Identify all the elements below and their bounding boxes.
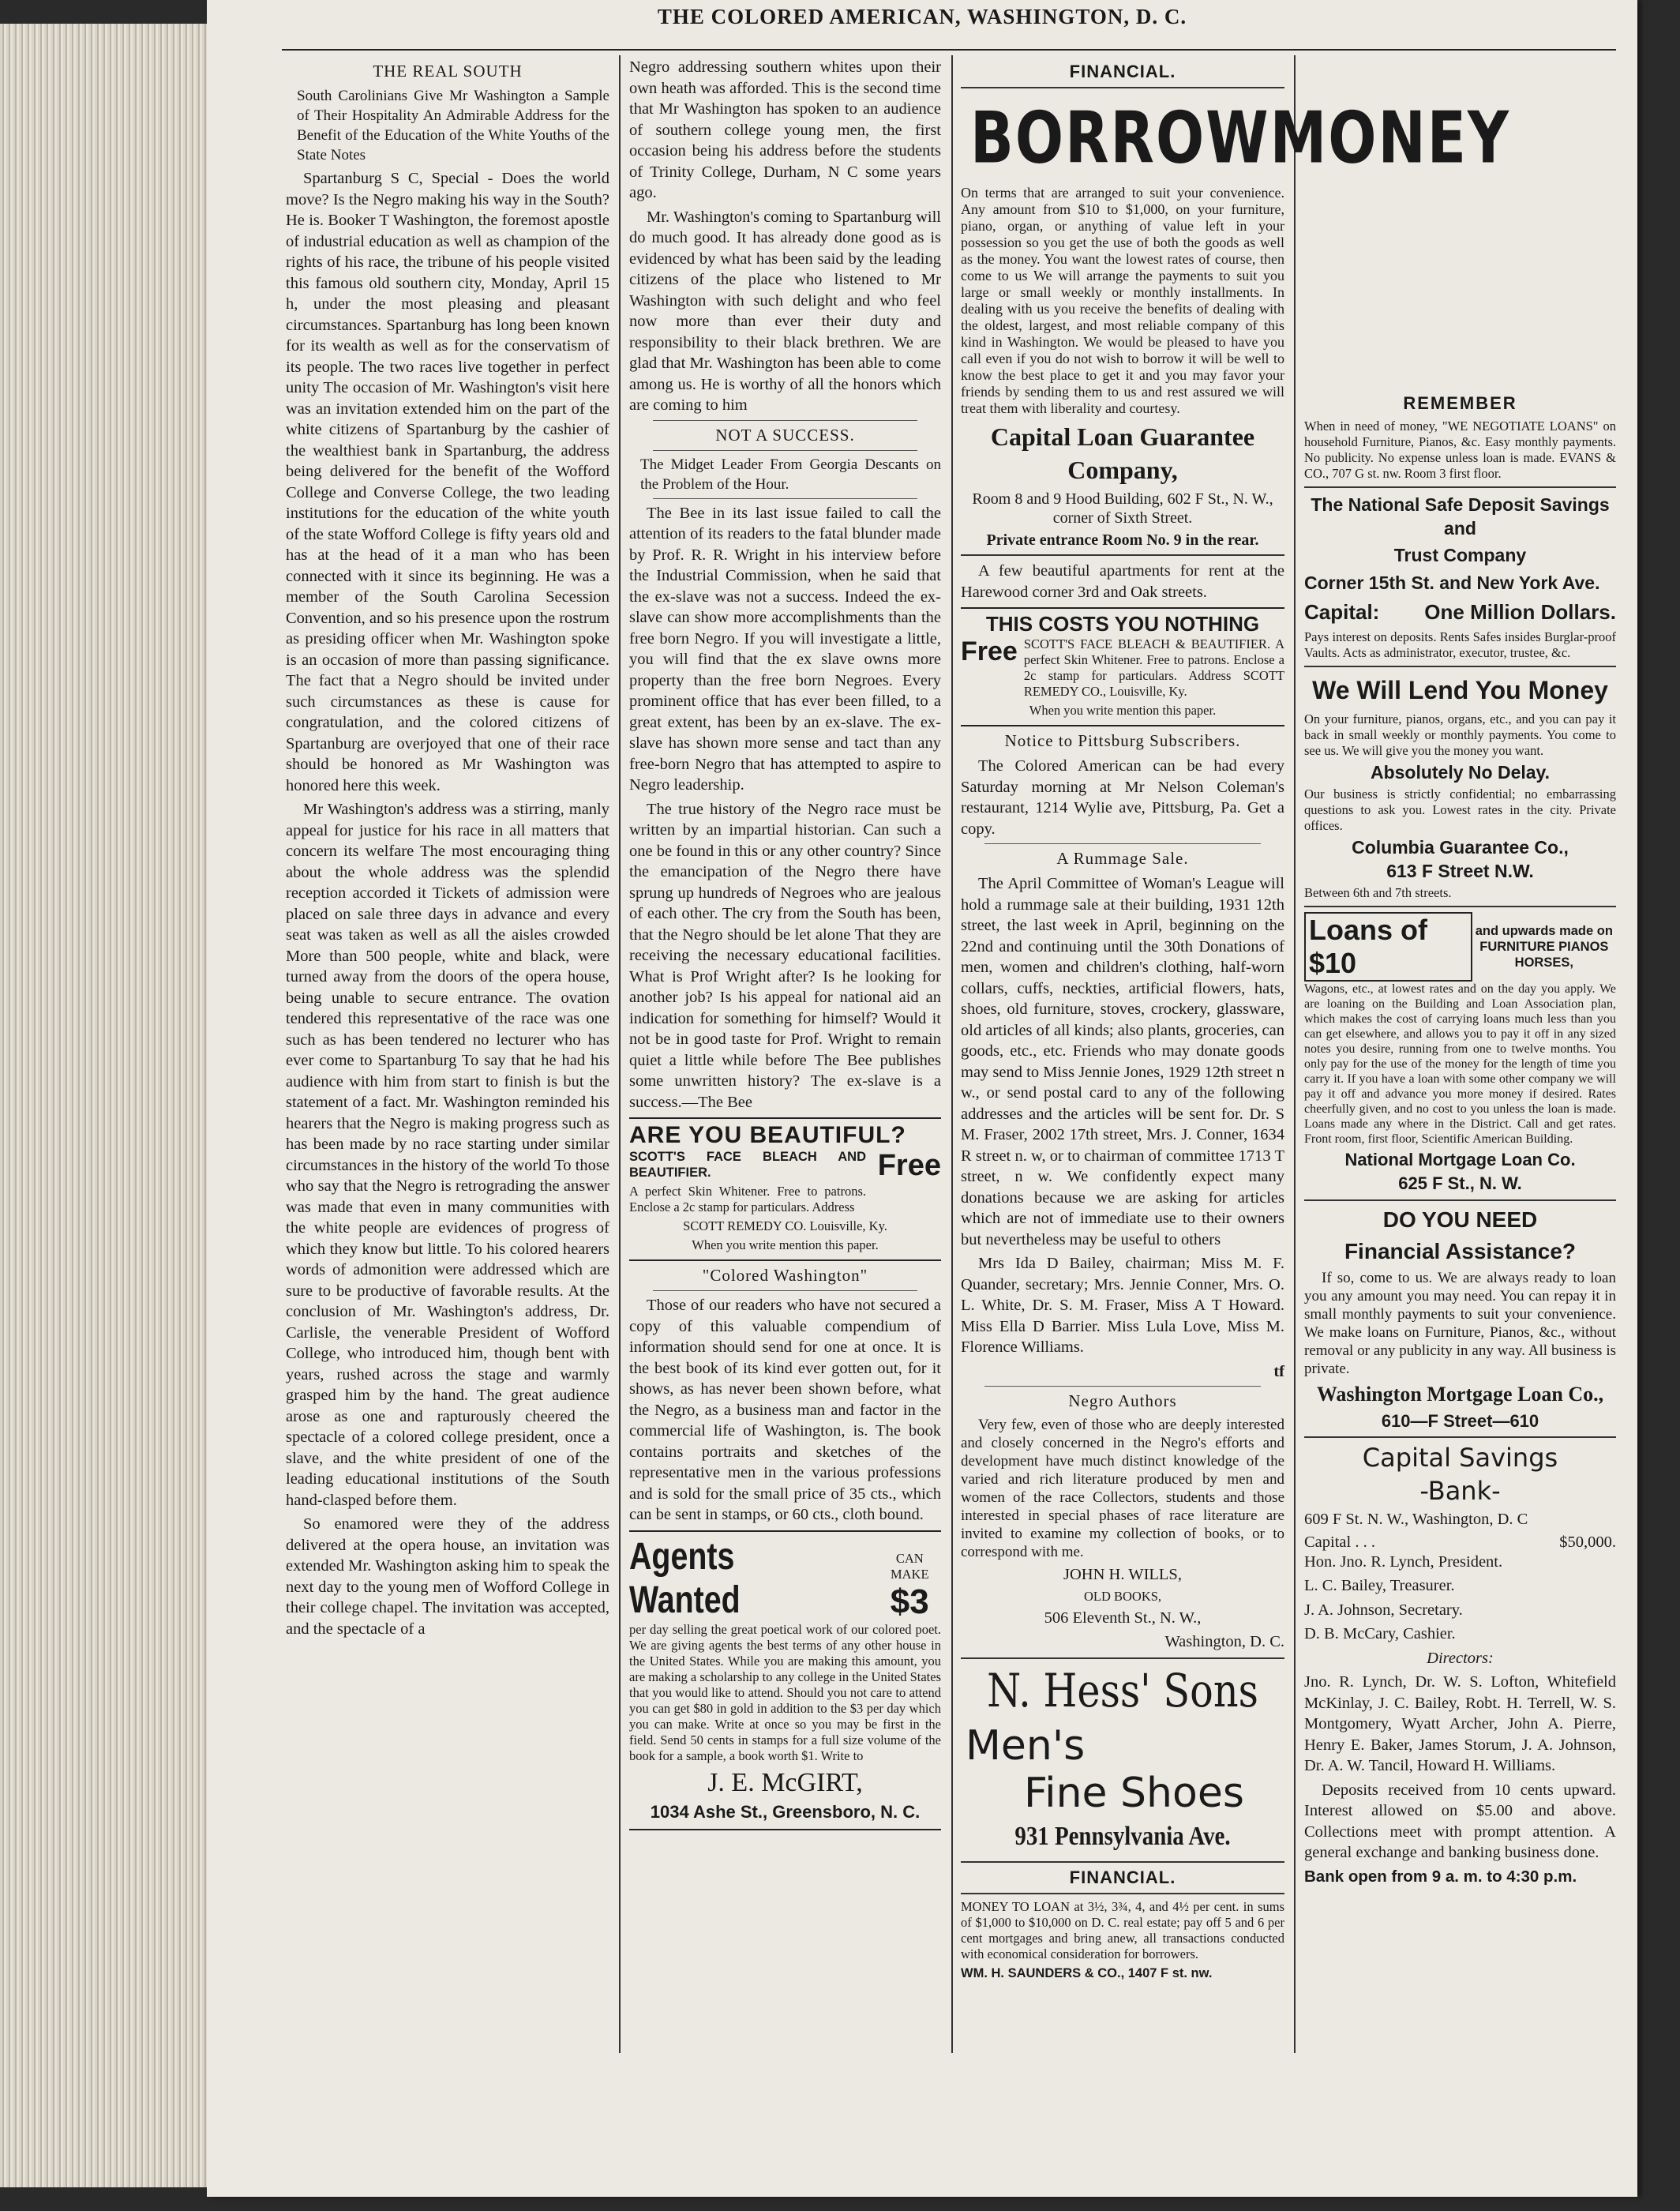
bank-secretary: J. A. Johnson, Secretary.	[1304, 1601, 1463, 1619]
article-title: THE REAL SOUTH	[373, 62, 523, 81]
ad-body: On terms that are arranged to suit your convenience. Any amount from $10 to $1,000, on your furniture, piano, organ, or anything of value left in your possession so you get the use of both the goods as well as the money. You want the lowest rates of course, then come to us We will arrange the payments to suit you large or small weekly or monthly installments. In dealing with us you receive the benefits of dealing with the oldest, largest, and most reliable company of this kind in Washington. We would be pleased to have you call even if you do not wish to borrow it will be well to know the best place to get it and you may favor your friends by sending them to us and rest assured we will treat them with liberality and courtesy.	[961, 185, 1284, 416]
ad-headline: DO YOU NEED	[1382, 1207, 1538, 1232]
article-paragraph: Mr. Washington's coming to Spartanburg will do much good. It has already done good as is evidenced by what has been said by the leading citizens of the place who listened to Mr Washington with such delight and who feel now more than ever their duty and responsibility to their black brethren. We are glad that Mr. Washington has been able to come among us. He is worthy of all the honors which are coming to him	[629, 208, 941, 414]
article-paragraph: Very few, even of those who are deeply interested and closely concerned in the Negro's efforts and development have much distinct knowledge of the varied and rich literature produced by men and women of the race Collectors, students and those interested in special phases of race literature are invited to examine my collection of books, or to correspond with me.	[961, 1417, 1284, 1560]
column-divider	[1294, 55, 1296, 2053]
article-paragraph: Mrs Ida D Bailey, chairman; Miss M. F. Quander, secretary; Mrs. Jennie Conner, Mrs. O. L. White, Dr. S. M. Fraser, Miss A T Howard. Miss Ella D Barrier. Miss Lula Love, Miss M. Florence Williams.	[961, 1255, 1284, 1356]
column-4	[1304, 57, 1616, 2047]
ad-company: Columbia Guarantee Co.,	[1352, 836, 1569, 858]
signature-sub: OLD BOOKS,	[1083, 1588, 1162, 1604]
ad-body: SCOTT'S FACE BLEACH & BEAUTIFIER. A perfect Skin Whitener. Free to patrons. Enclose a 2c stamp for particulars. Address SCOTT REMEDY CO., Louisville, Ky.	[1023, 636, 1284, 699]
divider	[961, 1657, 1284, 1659]
ad-body: Our business is strictly confidential; no embarrassing questions to ask you. Lowest rates in the city. Private offices.	[1304, 786, 1616, 833]
ad-address: 931 Pennsylvania Ave.	[1014, 1821, 1231, 1851]
bank-hours: Bank open from 9 a. m. to 4:30 p.m.	[1304, 1867, 1577, 1886]
divider	[984, 1386, 1261, 1387]
column-divider	[619, 55, 621, 2053]
signature-city: Washington, D. C.	[1164, 1633, 1284, 1650]
bank-directors: Jno. R. Lynch, Dr. W. S. Lofton, Whitefield McKinlay, J. C. Bailey, Robt. H. Terrell, W. S. Montgomery, Wyatt Archer, John A. Pierre, Henry E. Baker, James Storum, J. A. Johnson, Dr. A. W. Tancil, Howard H. Williams.	[1304, 1673, 1616, 1774]
ad-agents	[629, 1530, 941, 1831]
bank-address: 609 F St. N. W., Washington, D. C	[1304, 1511, 1528, 1528]
divider	[653, 450, 917, 451]
ad-apartments: A few beautiful apartments for rent at the Harewood corner 3rd and Oak streets.	[961, 562, 1284, 601]
ad-company: Capital Loan Guarantee Company,	[990, 422, 1255, 484]
ad-note: When you write mention this paper.	[1029, 703, 1217, 718]
ad-headline: ARE YOU BEAUTIFUL?	[629, 1122, 906, 1148]
ad-free-label: Free	[877, 1149, 941, 1182]
divider	[1304, 666, 1616, 667]
section-heading: FINANCIAL.	[1069, 1867, 1176, 1887]
ad-fine-shoes: Fine Shoes	[1024, 1769, 1244, 1817]
ad-name: J. E. McGIRT,	[707, 1767, 863, 1797]
ad-side: and upwards made on FURNITURE PIANOS HORSES,	[1475, 923, 1613, 970]
ad-company: The National Safe Deposit Savings and	[1311, 494, 1610, 539]
ad-capital-value: One Million Dollars.	[1424, 600, 1616, 624]
ad-headline: We Will Lend You Money	[1312, 676, 1608, 704]
column-divider	[951, 55, 953, 2053]
ad-line: SCOTT'S FACE BLEACH AND BEAUTIFIER.	[629, 1150, 866, 1180]
column-2	[629, 57, 941, 2047]
divider	[653, 498, 917, 499]
divider	[961, 1861, 1284, 1863]
ad-body: MONEY TO LOAN at 3½, 3¾, 4, and 4½ per cent. in sums of $1,000 to $10,000 on D. C. real estate; pay off 5 and 6 per cent mortgages and bring anew, all transactions conducted with economical consideration for borrowers.	[961, 1898, 1284, 1961]
ad-headline: REMEMBER	[1403, 393, 1517, 413]
article-paragraph: The true history of the Negro race must be written by an impartial historian. Can such a one be found in this or any other country? Since the emancipation of the Negro there have sprung up hundreds of Negroes who are jealous of each other. The cry from the South has been, that the Negro should be let alone That they are receiving the necessary educational facilities. What is Prof Wright after? Is he looking for another job? Is his appeal for national aid an indication for something for himself? Would it not be in good taste for Prof. Wright to remain quiet a little while before The Bee publishes some unwritten history? The ex-slave is a success.—The Bee	[629, 800, 941, 1111]
divider	[961, 1893, 1284, 1894]
ad-free-label: Free	[961, 636, 1018, 666]
ad-no-delay: Absolutely No Delay.	[1370, 762, 1551, 783]
ad-address: SCOTT REMEDY CO. Louisville, Ky.	[683, 1218, 887, 1233]
ad-address: Corner 15th St. and New York Ave.	[1304, 572, 1600, 593]
ad-beautiful	[629, 1117, 941, 1261]
article-title: NOT A SUCCESS.	[715, 425, 855, 445]
article-title: "Colored Washington"	[702, 1266, 868, 1285]
divider	[1304, 1436, 1616, 1438]
bank-directors-label: Directors:	[1427, 1649, 1494, 1667]
divider	[653, 420, 917, 421]
ad-address: 613 F Street N.W.	[1386, 861, 1534, 881]
divider	[1304, 906, 1616, 907]
divider	[1304, 486, 1616, 488]
bank-president: Hon. Jno. R. Lynch, President.	[1304, 1552, 1503, 1571]
article-paragraph: The April Committee of Woman's League will hold a rummage sale at their building, 1931 12th street, the last week in April, beginning on the 22nd and continuing until the 30th Donations of men, women and children's clothing, half-worn collars, cuffs, neckties, artificial flowers, hats, shoes, old furniture, stoves, crockery, glassware, old articles of all kinds; also plants, groceries, can goods, etc., etc. Friends who may donate goods may send to Miss Jennie Jones, 1929 12th street n w., or send postal card to any of the following addresses and the articles will be sent for. Dr. S M. Fraser, 2002 17th street, Mrs. J. Conner, 1634 R street n. w, or to chairman of committee 1713 T street, n w. We confidently expect many donations because we are asking for articles which are not of immediate use to their owners but nevertheless may be useful to others	[961, 875, 1284, 1248]
article-paragraph: Negro addressing southern whites upon their own heath was afforded. This is the second time that Mr Washington has spoken to an audience of southern college young men, the first occasion being his address before the students of Trinity College, Durham, N C some years ago.	[629, 58, 941, 201]
ad-costs-nothing	[961, 607, 1284, 726]
article-paragraph: The Colored American can be had every Saturday morning at Mr Nelson Coleman's restaurant, 1214 Wylie ave, Pittsburg, Pa. Get a copy.	[961, 757, 1284, 838]
masthead: THE COLORED AMERICAN, WASHINGTON, D. C.	[657, 5, 1187, 28]
ad-body: Wagons, etc., at lowest rates and on the day you apply. We are loaning on the Building and Loan Association plan, which makes the cost of carrying loans much less than you can get elsewhere, and allows you to pay it off in any sized notes you desire, running from one to twelve months. You only pay for the use of the money for the length of time you carry it. If you have a loan with some other company we will pay it off and advance you more money if desired. Rates cheerfully given, and no cost to you unless the loan is made. Loans made any where in the District. Call and get rates. Front room, first floor, Scientific American Building.	[1304, 982, 1616, 1146]
ad-headline: Agents Wanted	[629, 1535, 741, 1621]
ad-borrow-headline	[970, 96, 1511, 179]
bank-deposits: Deposits received from 10 cents upward. Interest allowed on $5.00 and above. Collections meet with prompt attention. A general exchange and banking business done.	[1304, 1781, 1616, 1861]
ad-capital-label: Capital:	[1304, 600, 1380, 624]
ad-headline: THIS COSTS YOU NOTHING	[985, 612, 1260, 636]
ad-note: When you write mention this paper.	[692, 1237, 879, 1252]
signature-address: 506 Eleventh St., N. W.,	[1044, 1609, 1202, 1627]
article-paragraph: The Bee in its last issue failed to call the attention of its readers to the fatal blunder made by Prof. R. R. Wright in his interview before the Industrial Commission, when he said that the ex-slave was not a success. Indeed the ex-slave can show more accomplishments than the free born Negro. If you will investigate a little, you will find that the ex slave owns more property than the free born Negroes. Every prominent office that has ever been filled, to a great extent, has been by an ex-slave. The ex-slave has shown more sense and tact than any free-born Negro that has attempted to aspire to Negro leadership.	[629, 504, 941, 794]
divider	[961, 554, 1284, 556]
ad-address: 625 F St., N. W.	[1398, 1173, 1522, 1193]
ad-headline: Loans of $10	[1304, 912, 1472, 982]
divider	[961, 87, 1284, 88]
ad-body: per day selling the great poetical work of our colored poet. We are giving agents the best terms of any other house in the United States. While you are making this amount, you are making a scholarship to any college in the United States that you would like to attend. Should you not care to attend you can get $80 in gold in addition to the $3 per day which you can make. Write at once so you may be first in the field. Send 50 cents in stamps for a full size volume of the book for a sample, a book worth $1. Write to	[629, 1621, 941, 1763]
divider	[1304, 1199, 1616, 1201]
ad-money-word: MONEY	[1269, 96, 1511, 179]
column-1	[286, 57, 609, 2047]
article-title: Notice to Pittsburg Subscribers.	[1004, 731, 1241, 750]
article-subhead: The Midget Leader From Georgia Descants on the Problem of the Hour.	[640, 456, 941, 493]
ad-company: Washington Mortgage Loan Co.,	[1316, 1382, 1604, 1406]
ad-mens: Men's	[966, 1721, 1086, 1770]
ad-address: 610—F Street—610	[1381, 1410, 1539, 1431]
newspaper-page	[207, 0, 1637, 2197]
article-title: Negro Authors	[1068, 1391, 1177, 1410]
divider	[653, 1290, 917, 1291]
ad-hess-name: N. Hess' Sons	[987, 1663, 1258, 1717]
ad-address: 1034 Ashe St., Greensboro, N. C.	[650, 1801, 921, 1822]
article-tf-mark: tf	[1273, 1362, 1284, 1380]
ad-body: On your furniture, pianos, organs, etc., and you can pay it back in small weekly or monthly payments. You come to see us. We will give you the money you want.	[1304, 711, 1616, 758]
ad-company: National Mortgage Loan Co.	[1344, 1149, 1576, 1169]
bank-capital-label: Capital . . .	[1304, 1533, 1375, 1551]
ad-borrow-word: BORROW	[970, 96, 1270, 179]
bank-name-2: -Bank-	[1419, 1476, 1501, 1506]
ad-company-2: Trust Company	[1393, 545, 1527, 565]
article-paragraph: Mr Washington's address was a stirring, manly appeal for justice for his race in all matters that concern its welfare The most encouraging thing about the whole address was the splendid reception accorded it Tickets of admission were placed on sale three days in advance and every seat was taken as well as all the aisles crowded More than 500 people, white and black, were turned away from the doors of the opera house, being unable to secure entrance. The ovation tendered this representative of the race was one such as has been tendered no lecturer who has ever come to Spartanburg To say that he had his audience with him from start to finish is but the statement of a fact. Mr. Washington reminded his hearers that the Negro is making progress such as has been made by no race starting under similar circumstances in the history of the world To those who say that the Negro is retrograding the answer was made that even in many communities with the white people are evidences of progress of which they know but little. To his colored hearers words of admonition were addressed which are sure to be productive of favorable results. At the conclusion of Mr. Washington's address, Dr. Carlisle, the venerable President of Wofford College, who introduced him, though bent with years, rushed across the stage and warmly grasped him by the hand. The great audience arose as one and rapturously cheered the spectacle of a colored college president, once a slave, and the white president of one of the leading educational institutions of the South hand-clasped before them.	[286, 801, 609, 1509]
ad-amount: $3	[890, 1582, 929, 1621]
bank-treasurer: L. C. Bailey, Treasurer.	[1304, 1577, 1455, 1594]
article-subhead: South Carolinians Give Mr Washington a Sample of Their Hospitality An Admirable Address for the Benefit of the Education of the White Youths of the State Notes	[297, 88, 609, 163]
article-paragraph: So enamored were they of the address delivered at the opera house, an invitation was extended Mr. Washington asking him to speak the next day to the young men of Wofford College in their college chapel. The invitation was accepted, and the spectacle of a	[286, 1515, 609, 1638]
bank-name: Capital Savings	[1362, 1443, 1558, 1473]
signature-name: JOHN H. WILLS,	[1063, 1566, 1182, 1583]
ad-can-make: CAN MAKE	[890, 1550, 929, 1582]
ad-body: When in need of money, "WE NEGOTIATE LOANS" on household Furniture, Pianos, &c. Easy monthly payments. No publicity. No expense unless loan is made. EVANS & CO., 707 G st. nw. Room 3 first floor.	[1304, 419, 1616, 481]
ad-body: If so, come to us. We are always ready to loan you any amount you may need. You can repay it in small monthly payments to suit your convenience. We make loans on Furniture, Pianos, &c., without removal or any publicity in any way. All business is private.	[1304, 1269, 1616, 1377]
ad-headline-2: Financial Assistance?	[1344, 1238, 1577, 1263]
article-paragraph: Those of our readers who have not secured a copy of this valuable compendium of information should send for one at once. It is the best book of its kind ever gotten out, for it shows, as has never been shown before, what the Negro, as a business man and factor in the commercial life of Washington, is. The book contains portraits and sketches of the representative men in the various professions and is sold for the small price of 35 cts., which can be sent in stamps, or 60 cts., cloth bound.	[629, 1297, 941, 1523]
article-paragraph: Spartanburg S C, Special - Does the world move? Is the Negro making his way in the South? He is. Booker T Washington, the foremost apostle of industrial education as well as champion of the rights of his race, the tribune of his people visited this famous old southern city, Monday, April 15 h, under the most pleasing and pleasant circumstances. Spartanburg has long been known for its wealth as well as for the conservatism of its people. The two races live together in perfect unity The occasion of Mr. Washington's visit here was an invitation extended him on the part of the white citizens of Spartanburg by the cashier of the wealthiest bank in Spartanburg, the address being delivered for the benefit of the Wofford College and Converse College, the two leading institutions for the education of the white youth of the state Wofford College is fifty years old and has at the head of it a man who has been connected with it since its beginning. He was a member of the South Carolina Secession Convention, and so his presence upon the rostrum as presiding officer when Mr. Washington spoke is an occasion of more than passing significance. The fact that a Negro should be invited under such circumstances as these is cause for congratulation, and the colored citizens of Spartanburg are overjoyed that one of their race should be honored as Mr Washington was honored here this week.	[286, 170, 609, 794]
ad-entrance: Private entrance Room No. 9 in the rear.	[986, 531, 1259, 549]
ad-body: A perfect Skin Whitener. Free to patrons. Enclose a 2c stamp for particulars. Address	[629, 1184, 866, 1214]
article-title: A Rummage Sale.	[1056, 849, 1189, 868]
ad-body: Pays interest on deposits. Rents Safes insides Burglar-proof Vaults. Acts as administrator, executor, trustee, &c.	[1304, 629, 1616, 660]
divider	[984, 843, 1261, 844]
ad-address: Room 8 and 9 Hood Building, 602 F St., N. W., corner of Sixth Street.	[972, 490, 1273, 527]
bank-capital-value: $50,000.	[1559, 1533, 1616, 1551]
bank-cashier: D. B. McCary, Cashier.	[1304, 1625, 1456, 1642]
ad-between: Between 6th and 7th streets.	[1304, 884, 1452, 900]
page-stack-edge	[0, 24, 213, 2187]
ad-company: WM. H. SAUNDERS & CO., 1407 F st. nw.	[961, 1965, 1213, 1980]
masthead-rule	[282, 49, 1616, 51]
section-heading: FINANCIAL.	[1069, 62, 1176, 81]
